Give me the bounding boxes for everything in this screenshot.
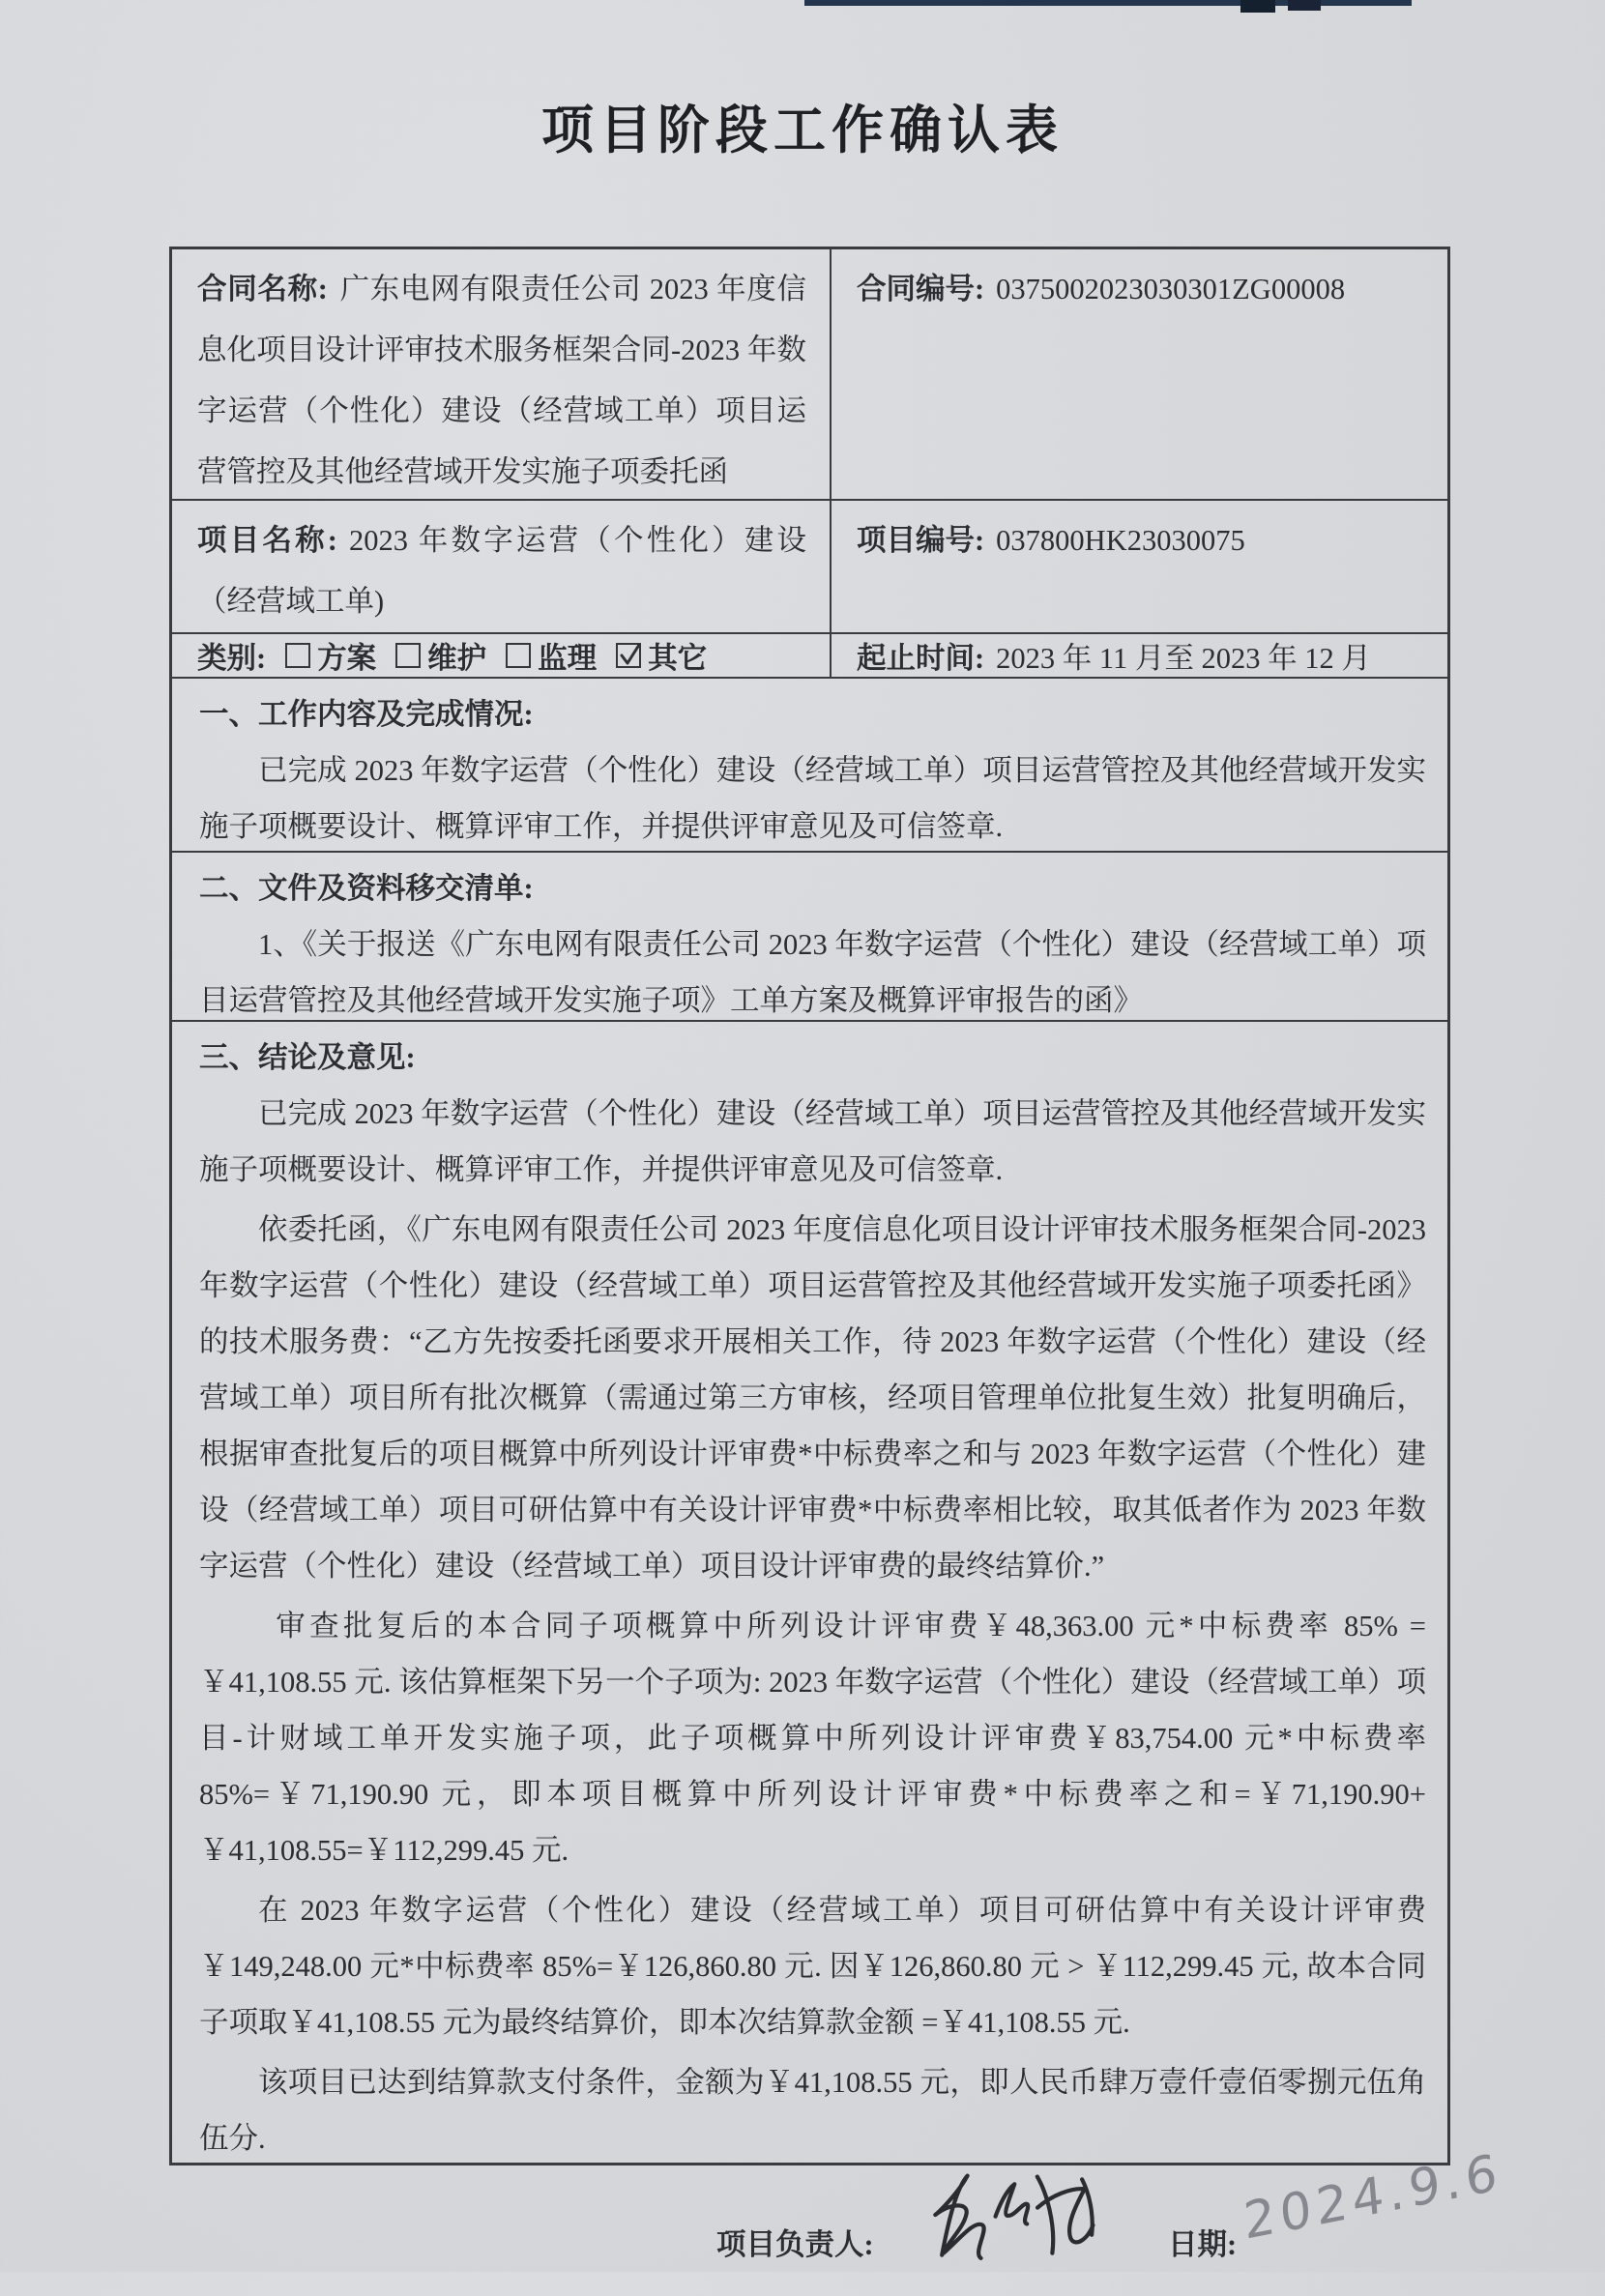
checkbox-unchecked-icon: [395, 643, 421, 668]
table-row-project: [172, 501, 1447, 634]
signature-row: [199, 2143, 1504, 2292]
project-name-value: 2023 年数字运营（个性化）建设（经营域工单): [197, 524, 806, 618]
page-title: 项目阶段工作确认表: [541, 102, 1064, 160]
project-no-label: 项目编号:: [857, 524, 985, 557]
period-value: 2023 年 11 月至 2023 年 12 月: [996, 642, 1371, 675]
contract-name-cell: [172, 249, 832, 499]
contract-name-value: 广东电网有限责任公司 2023 年度信息化项目设计评审技术服务框架合同-2023 年数字运营（个性化）建设（经营域工单）项目运营管控及其他经营域开发实施子项委托函: [197, 273, 806, 488]
section3-paragraph: 在 2023 年数字运营（个性化）建设（经营域工单）项目可研估算中有关设计评审费￥149,248.00 元*中标费率 85%=￥126,860.80 元. 因￥126,860.80 元 > ￥112,299.45 元, 故本合同子项取￥41,108.55 元为最终结算价，即本次结算款金额 =￥41,108.55 元.: [199, 1894, 1426, 2039]
contract-no-value: 0375002023030301ZG00008: [996, 273, 1346, 305]
project-no-value: 037800HK23030075: [996, 524, 1245, 557]
checkbox-option-weihu: [395, 634, 486, 677]
section2-item: 1、《关于报送《广东电网有限责任公司 2023 年数字运营（个性化）建设（经营域工单）项目运营管控及其他经营域开发实施子项》工单方案及概算评审报告的函》: [199, 928, 1426, 1017]
scan-artifact-nub: [1288, 0, 1321, 11]
section-conclusion: [172, 1022, 1504, 2292]
project-name-cell: [172, 501, 832, 632]
table-row-category: [172, 634, 1447, 679]
category-cell: [172, 634, 832, 677]
contract-no-cell: [832, 249, 1447, 499]
contract-name-label: 合同名称:: [197, 273, 328, 305]
checkbox-label: 维护: [427, 642, 487, 675]
signature-handwriting: [898, 2147, 1139, 2296]
checkbox-checked-icon: [616, 643, 641, 668]
confirmation-table: [169, 247, 1504, 2261]
section3-paragraph: 依委托函，《广东电网有限责任公司 2023 年度信息化项目设计评审技术服务框架合同-2023 年数字运营（个性化）建设（经营域工单）项目运营管控及其他经营域开发实施子项委托函》的技术服务费：“乙方先按委托函要求开展相关工作，待 2023 年数字运营（个性化）建设（经营域工单）项目所有批次概算（需通过第三方审核，经项目管理单位批复生效）批复明确后，根据审查批复后的项目概算中所列设计评审费*中标费率之和与 2023 年数字运营（个性化）建设（经营域工单）项目可研估算中有关设计评审费*中标费率相比较，取其低者作为 2023 年数字运营（个性化）建设（经营域工单）项目设计评审费的最终结算价.”: [199, 1213, 1426, 1583]
checkbox-option-fangan: [285, 634, 376, 677]
section2-heading: 二、文件及资料移交清单:: [199, 872, 534, 905]
period-label: 起止时间:: [857, 642, 985, 675]
scan-artifact-nub: [1240, 0, 1275, 13]
section3-paragraph: 该项目已达到结算款支付条件，金额为￥41,108.55 元，即人民币肆万壹仟壹佰零捌元伍角伍分.: [199, 2066, 1426, 2155]
section3-paragraph: 已完成 2023 年数字运营（个性化）建设（经营域工单）项目运营管控及其他经营域开发实施子项概要设计、概算评审工作，并提供评审意见及可信签章.: [199, 1097, 1426, 1186]
checkbox-label: 方案: [317, 642, 377, 675]
section-work-content: [172, 679, 1447, 853]
category-label: 类别:: [197, 642, 267, 675]
project-no-cell: [832, 501, 1447, 632]
checkbox-unchecked-icon: [506, 643, 531, 668]
date-label: 日期:: [1168, 2228, 1238, 2261]
section3-paragraph: 审查批复后的本合同子项概算中所列设计评审费￥48,363.00 元*中标费率 85% = ￥41,108.55 元. 该估算框架下另一个子项为: 2023 年数字运营（个性化）建设（经营域工单）项目-计财域工单开发实施子项，此子项概算中所列设计评审费￥83,754.00 元*中标费率 85%=￥71,190.90 元，即本项目概算中所列设计评审费*中标费率之和=￥71,190.90+￥41,108.55=￥112,299.45 元.: [199, 1610, 1426, 1867]
section1-body: 已完成 2023 年数字运营（个性化）建设（经营域工单）项目运营管控及其他经营域开发实施子项概要设计、概算评审工作，并提供评审意见及可信签章.: [199, 754, 1426, 843]
handwritten-date: 2024.9.6: [1240, 2143, 1504, 2252]
section3-heading: 三、结论及意见:: [199, 1041, 416, 1074]
period-cell: [832, 634, 1447, 677]
project-leader-label: 项目负责人:: [716, 2228, 874, 2261]
contract-no-label: 合同编号:: [857, 273, 985, 305]
checkbox-label: 监理: [538, 642, 598, 675]
section1-heading: 一、工作内容及完成情况:: [199, 698, 534, 731]
checkbox-option-jianli: [506, 634, 597, 677]
section-handover-list: [172, 853, 1447, 1022]
checkbox-label: 其它: [648, 642, 708, 675]
checkbox-option-qita: [616, 634, 707, 677]
checkbox-unchecked-icon: [285, 643, 310, 668]
project-name-label: 项目名称:: [197, 524, 337, 557]
table-row-contract: [172, 249, 1447, 501]
